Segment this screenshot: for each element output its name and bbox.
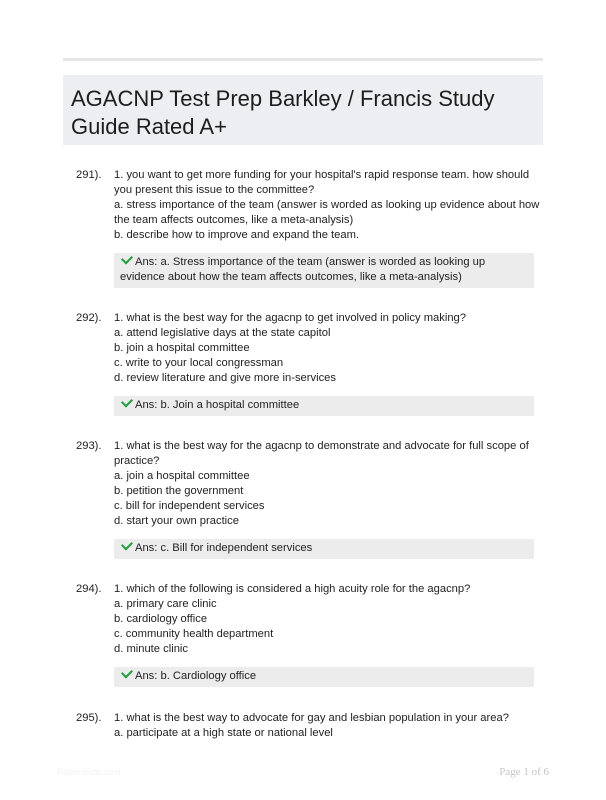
option: b. cardiology office xyxy=(114,613,208,625)
question-number: 293). xyxy=(76,440,102,452)
answer-text: Ans: c. Bill for independent services xyxy=(135,542,313,554)
question-body xyxy=(114,711,540,741)
answer-text: Ans: a. Stress importance of the team (answer is worded as looking up evidence about how the team affects outcomes, like a meta-analysis) xyxy=(120,256,486,283)
question-text: 1. which of the following is considered a high acuity role for the agacnp? xyxy=(114,583,471,595)
question-text: 1. you want to get more funding for your hospital's rapid response team. how should you present this issue to the committee? xyxy=(114,169,530,196)
answer-box xyxy=(114,396,534,416)
option: d. start your own practice xyxy=(114,515,239,527)
option: a. attend legislative days at the state capitol xyxy=(114,327,331,339)
question-number: 291). xyxy=(76,169,102,181)
footer-watermark: PaperSlide.com xyxy=(57,767,121,777)
question-number: 295). xyxy=(76,712,102,724)
answer-box xyxy=(114,667,534,687)
question-text: 1. what is the best way for the agacnp to demonstrate and advocate for full scope of practice? xyxy=(114,440,529,467)
answer-text: Ans: b. Cardiology office xyxy=(135,670,257,682)
question-292 xyxy=(70,311,540,416)
option: d. review literature and give more in-services xyxy=(114,372,336,384)
option: b. join a hospital committee xyxy=(114,342,250,354)
option: c. community health department xyxy=(114,628,274,640)
question-293 xyxy=(70,439,540,559)
option: a. join a hospital committee xyxy=(114,470,250,482)
option: c. bill for independent services xyxy=(114,500,265,512)
answer-text: Ans: b. Join a hospital committee xyxy=(135,399,300,411)
page-indicator: Page 1 of 6 xyxy=(499,766,549,778)
title-banner xyxy=(63,75,543,145)
check-icon xyxy=(121,538,133,550)
question-text: 1. what is the best way for the agacnp to get involved in policy making? xyxy=(114,312,466,324)
option: b. petition the government xyxy=(114,485,244,497)
top-divider xyxy=(63,58,543,61)
option: a. primary care clinic xyxy=(114,598,217,610)
check-icon xyxy=(121,395,133,407)
question-number: 294). xyxy=(76,583,102,595)
question-body xyxy=(114,168,540,243)
check-icon xyxy=(121,666,133,678)
option: d. minute clinic xyxy=(114,643,188,655)
answer-box xyxy=(114,539,534,559)
question-body xyxy=(114,311,540,386)
check-icon xyxy=(121,252,133,264)
question-295 xyxy=(70,711,540,741)
question-number: 292). xyxy=(76,312,102,324)
document-title: AGACNP Test Prep Barkley / Francis Study Guide Rated A+ xyxy=(71,86,495,139)
question-291 xyxy=(70,168,540,288)
question-body xyxy=(114,582,540,657)
answer-box xyxy=(114,253,534,288)
question-294 xyxy=(70,582,540,687)
question-body xyxy=(114,439,540,529)
option: a. participate at a high state or national level xyxy=(114,727,333,739)
option: b. describe how to improve and expand the team. xyxy=(114,229,360,241)
option: c. write to your local congressman xyxy=(114,357,284,369)
option: a. stress importance of the team (answer is worded as looking up evidence about how the team affects outcomes, like a meta-analysis) xyxy=(114,199,540,226)
question-text: 1. what is the best way to advocate for gay and lesbian population in your area? xyxy=(114,712,509,724)
